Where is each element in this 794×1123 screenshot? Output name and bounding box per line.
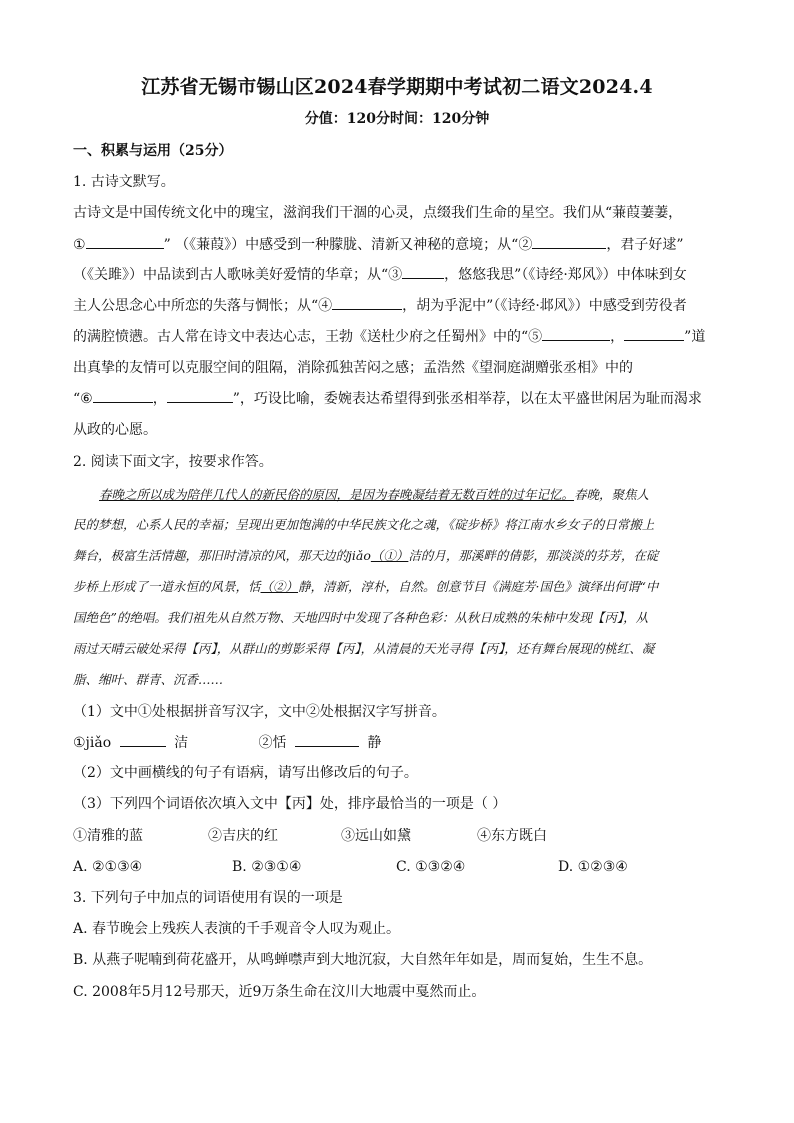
answer-label: ①jiǎo: [73, 735, 112, 751]
q1-text: ” （《蒹葭》）中感受到一种朦胧、清新又神秘的意境；从“②: [163, 237, 533, 253]
q1-line-5: [73, 326, 723, 347]
word-4: ④东方既白: [477, 828, 547, 844]
passage-text: 洁的月，那溪畔的倩影，那淡淡的芬芳，在碇: [408, 548, 659, 563]
exam-score-time: 分值：120分时间：120分钟: [304, 111, 490, 127]
answer-blank-2[interactable]: [532, 234, 606, 249]
answer-blank-3[interactable]: [402, 264, 444, 279]
q2-heading: 2. 阅读下面文字，按要求作答。: [73, 454, 273, 470]
answer-label: 洁: [174, 735, 189, 751]
option-a[interactable]: A. ②①③④: [73, 859, 143, 875]
q1-text: “⑥: [73, 391, 93, 407]
word-2: ②吉庆的红: [208, 828, 278, 844]
q2-sub-2: （2）文中画横线的句子有语病，请写出修改后的句子。: [73, 765, 418, 781]
q1-text: ，君子好逑”: [606, 237, 684, 253]
answer-label: 静: [367, 735, 382, 751]
q1-line-8: 从政的心愿。: [73, 422, 157, 438]
q1-line-1: 古诗文是中国传统文化中的瑰宝，滋润我们干涸的心灵，点缀我们生命的星空。我们从“蒹葭萋萋，: [73, 205, 683, 221]
q3-option-b[interactable]: B. 从燕子呢喃到荷花盛开，从鸣蝉噤声到大地沉寂，大自然年年如是，周而复始，生生不息。: [73, 952, 653, 968]
answer-blank-6b[interactable]: [167, 388, 233, 403]
passage-line-2: 民的梦想，心系人民的幸福；呈现出更加饱满的中华民族文化之魂，《碇步桥》将江南水乡女子的日常搬上: [73, 517, 655, 532]
answer-blank-4[interactable]: [332, 295, 402, 310]
passage-text: 舞台，极富生活情趣，那旧时清凉的风，那天边的jiǎo: [73, 548, 371, 563]
q1-text: 的满腔愤懑。古人常在诗文中表达心志，王勃《送杜少府之任蜀州》中的“⑤: [73, 329, 543, 345]
q2-sub-1: （1）文中①处根据拼音写汉字，文中②处根据汉字写拼音。: [73, 704, 446, 720]
answer-blank-tian[interactable]: [295, 732, 359, 747]
q2-sub-1-answers: [73, 732, 723, 753]
passage-line-6: 雨过天晴云破处采得【丙】，从群山的剪影采得【丙】，从清晨的天光寻得【丙】，还有舞台展现的桃红、凝: [73, 641, 655, 656]
q1-text: ”道: [684, 329, 706, 345]
passage-line-3: [73, 546, 723, 566]
q1-line-4: [73, 295, 723, 316]
blank-marker-1: （①）: [370, 548, 409, 563]
passage-text: 步桥上形成了一道永恒的风景，恬: [73, 579, 261, 594]
answer-blank-5a[interactable]: [542, 326, 610, 341]
answer-label: ②恬: [258, 735, 287, 751]
section-heading: 一、积累与运用（25分）: [73, 143, 233, 159]
word-3: ③远山如黛: [341, 828, 411, 844]
answer-blank-6a[interactable]: [93, 388, 153, 403]
q1-text: ，悠悠我思”（《诗经·郑风》）中体味到女: [444, 267, 687, 283]
q1-text: ，胡为乎泥中”（《诗经·邶风》）中感受到劳役者: [402, 298, 687, 314]
word-1: ①清雅的蓝: [73, 828, 143, 844]
q1-text: （《关雎》）中品读到古人歌咏美好爱情的华章；从“③: [73, 267, 403, 283]
q1-line-6: 出真挚的友情可以克服空间的阻隔，消除孤独苦闷之感；孟浩然《望洞庭湖赠张丞相》中的: [73, 360, 633, 376]
answer-blank-5b[interactable]: [624, 326, 684, 341]
q2-sub-3: （3）下列四个词语依次填入文中【丙】处，排序最恰当的一项是（ ）: [73, 796, 507, 812]
option-c[interactable]: C. ①③②④: [396, 859, 466, 875]
underlined-sentence: 春晚之所以成为陪伴几代人的新民俗的原因，是因为春晚凝结着无数百姓的过年记忆。: [99, 487, 575, 502]
q1-line-2: [73, 234, 723, 255]
q1-line-7: [73, 388, 723, 409]
page-title: 江苏省无锡市锡山区2024春学期期中考试初二语文2024.4: [141, 76, 653, 98]
passage-line-1: [99, 485, 723, 505]
passage-line-7: 脂、缃叶、群青、沉香……: [73, 672, 224, 687]
q1-text: ，: [610, 329, 625, 345]
q1-text: ，: [152, 391, 167, 407]
answer-blank-jiao[interactable]: [120, 732, 166, 747]
q1-text: 主人公思念心中所恋的失落与惆怅；从“④: [73, 298, 333, 314]
blank-marker-2: （②）: [260, 579, 299, 594]
q3-heading: 3. 下列句子中加点的词语使用有误的一项是: [73, 890, 343, 906]
answer-blank-1[interactable]: [86, 234, 164, 249]
q3-option-a[interactable]: A. 春节晚会上残疾人表演的千手观音令人叹为观止。: [73, 921, 401, 937]
passage-text: 春晚，聚焦人: [574, 487, 650, 502]
passage-text: 静，清新，淳朴，自然。创意节目《满庭芳·国色》演绎出何谓“中: [298, 579, 659, 594]
q1-text: ”，巧设比喻，委婉表达希望得到张丞相举荐，以在太平盛世闲居为耻而渴求: [232, 391, 702, 407]
passage-line-4: [73, 577, 723, 597]
option-b[interactable]: B. ②③①④: [232, 859, 302, 875]
passage-line-5: 国绝色”的绝唱。我们祖先从自然万物、天地四时中发现了各种色彩：从秋日成熟的朱柿中发现【丙】，从: [73, 610, 649, 625]
option-d[interactable]: D. ①②③④: [558, 859, 628, 875]
q1-heading: 1. 古诗文默写。: [73, 174, 175, 190]
q3-option-c[interactable]: C. 2008年5月12号那天，近9万条生命在汶川大地震中戛然而止。: [73, 984, 486, 1000]
q1-text: ①: [73, 237, 86, 253]
q1-line-3: [73, 264, 723, 285]
